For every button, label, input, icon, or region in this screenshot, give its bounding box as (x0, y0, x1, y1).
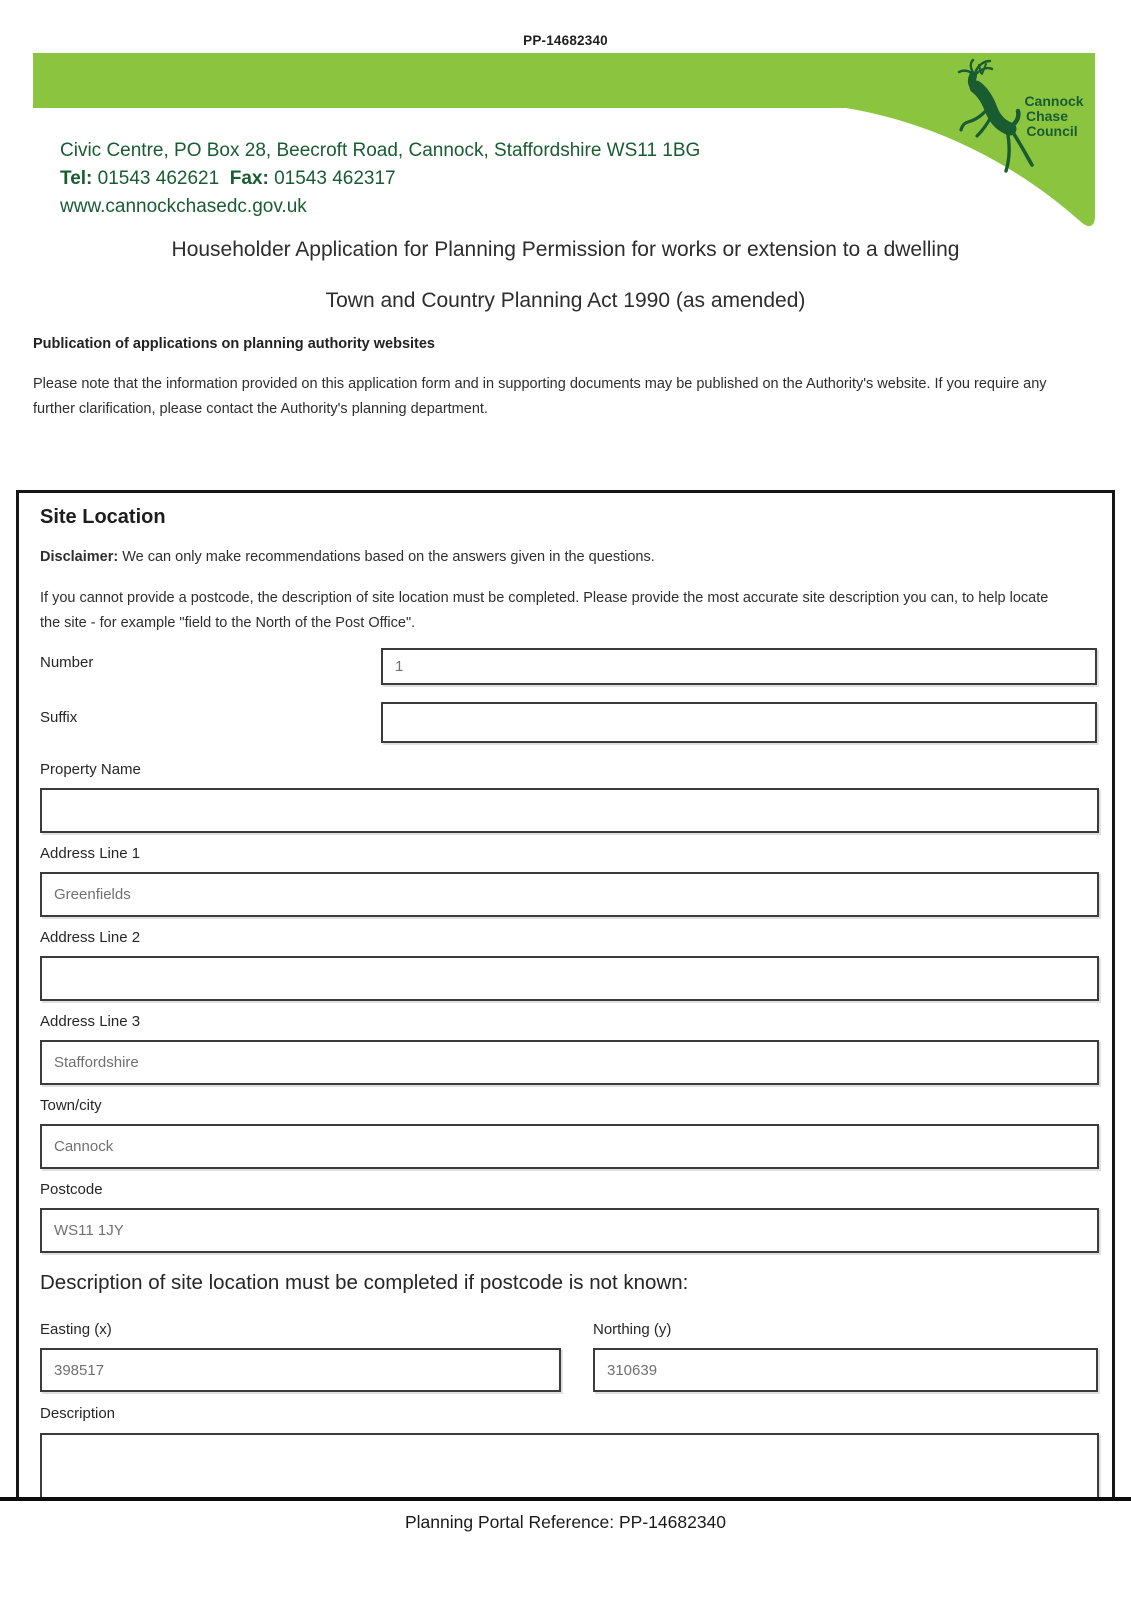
description-section-heading: Description of site location must be completed if postcode is not known: (40, 1271, 689, 1294)
property-name-label: Property Name (40, 761, 141, 778)
council-website: www.cannockchasedc.gov.uk (60, 196, 307, 217)
fax-label: Fax: (229, 168, 269, 189)
postcode-instruction: If you cannot provide a postcode, the description of site location must be completed. Please provide the most accurate site description you can, to help locate the site - for example "field to the North of the Post Office". (40, 590, 1049, 631)
council-phone-line (60, 165, 700, 193)
postcode-input[interactable] (40, 1208, 1099, 1253)
town-city-label: Town/city (40, 1097, 102, 1114)
page-break-rule (0, 1497, 1131, 1501)
town-city-input[interactable] (40, 1124, 1099, 1169)
form-title: Householder Application for Planning Permission for works or extension to a dwelling (171, 238, 960, 261)
postcode-label: Postcode (40, 1181, 103, 1198)
publication-heading: Publication of applications on planning authority websites (33, 336, 435, 352)
description-textarea[interactable] (40, 1433, 1099, 1499)
easting-label: Easting (x) (40, 1321, 112, 1338)
council-contact-block (60, 137, 700, 221)
description-label: Description (40, 1405, 116, 1422)
property-name-input[interactable] (40, 788, 1099, 833)
address-line-2-label: Address Line 2 (40, 929, 141, 946)
address-line-2-input[interactable] (40, 956, 1099, 1001)
application-reference: PP-14682340 (523, 33, 608, 48)
publication-text: Please note that the information provided on this application form and in supporting documents may be published on the Authority's website. If you require any further clarification, please contact the Authority's planning department. (33, 376, 1047, 417)
number-label: Number (40, 654, 94, 671)
number-input[interactable] (381, 648, 1097, 685)
site-location-heading: Site Location (40, 506, 166, 528)
suffix-input[interactable] (381, 702, 1097, 743)
address-line-3-input[interactable] (40, 1040, 1099, 1085)
disclaimer-text: We can only make recommendations based on the answers given in the questions. (122, 549, 655, 565)
logo-text-line2: Chase (1025, 108, 1069, 124)
fax-number: 01543 462317 (274, 168, 396, 189)
easting-input[interactable] (40, 1348, 561, 1392)
tel-label: Tel: (60, 168, 93, 189)
logo-text-line1: Cannock (1024, 93, 1084, 109)
address-line-1-label: Address Line 1 (40, 845, 141, 862)
council-address: Civic Centre, PO Box 28, Beecroft Road, Cannock, Staffordshire WS11 1BG (60, 140, 701, 161)
tel-number: 01543 462621 (97, 168, 220, 189)
site-location-section (16, 490, 1115, 1499)
disclaimer-line (40, 549, 655, 565)
suffix-label: Suffix (40, 709, 78, 726)
form-subtitle: Town and Country Planning Act 1990 (as amended) (325, 289, 806, 312)
disclaimer-label: Disclaimer: (40, 549, 119, 565)
northing-input[interactable] (593, 1348, 1098, 1392)
northing-label: Northing (y) (593, 1321, 672, 1338)
address-line-3-label: Address Line 3 (40, 1013, 141, 1030)
address-line-1-input[interactable] (40, 872, 1099, 917)
logo-text-line3: Council (1026, 123, 1078, 139)
planning-portal-reference: Planning Portal Reference: PP-14682340 (404, 1512, 727, 1532)
